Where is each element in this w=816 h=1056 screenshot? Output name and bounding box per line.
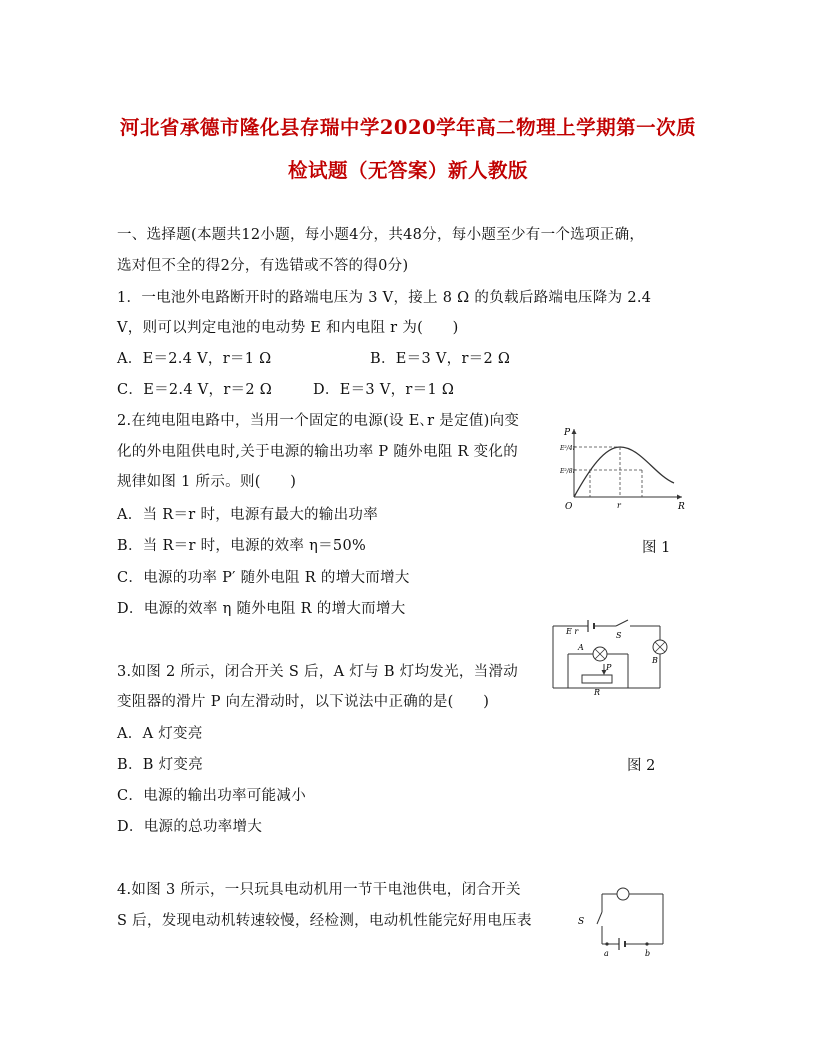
q3-option-d: D．电源的总功率增大 xyxy=(117,819,263,835)
graph-y-tick-mid: E²/8r xyxy=(560,468,576,475)
point-a-label: a xyxy=(604,949,609,957)
section-instructions-line-1: 一、选择题(本题共12小题，每小题4分，共48分，每小题至少有一个选项正确， xyxy=(117,227,645,243)
figure-2-circuit xyxy=(548,618,683,696)
q2-option-b: B．当 R＝r 时，电源的效率 η＝50% xyxy=(117,538,367,554)
q3-option-b: B．B 灯变亮 xyxy=(117,757,204,773)
lamp-b-label: B xyxy=(652,656,658,665)
q3-stem-line-1: 3.如图 2 所示，闭合开关 S 后，A 灯与 B 灯均发光，当滑动 xyxy=(117,664,519,680)
q1-option-b: B．E＝3 V，r＝2 Ω xyxy=(370,351,511,367)
figure-1-power-graph xyxy=(560,423,690,513)
lamp-a-label: A xyxy=(578,643,584,652)
rheostat-label: R xyxy=(594,688,601,696)
section-instructions-line-2: 选对但不全的得2分，有选错或不答的得0分) xyxy=(117,258,409,274)
q2-stem-line-1: 2.在纯电阻电路中，当用一个固定的电源(设 E､r 是定值)向变 xyxy=(117,413,520,429)
graph-origin-label: O xyxy=(565,502,573,512)
page-title-line-2: 检试题（无答案）新人教版 xyxy=(287,159,528,182)
graph-y-axis-label: P xyxy=(564,428,571,438)
q2-option-a: A．当 R＝r 时，电源有最大的输出功率 xyxy=(117,507,379,523)
graph-x-tick-r: r xyxy=(617,501,621,510)
switch-s-label-fig3: S xyxy=(578,917,585,927)
q2-option-d: D．电源的效率 η 随外电阻 R 的增大而增大 xyxy=(117,601,406,617)
q1-stem-line-1: 1．一电池外电路断开时的路端电压为 3 V，接上 8 Ω 的负载后路端电压降为 2.4 xyxy=(117,290,652,306)
q2-stem-line-2: 化的外电阻供电时,关于电源的输出功率 P 随外电阻 R 变化的 xyxy=(117,444,519,460)
q3-stem-line-2: 变阻器的滑片 P 向左滑动时，以下说法中正确的是( ) xyxy=(117,694,490,710)
q1-option-a: A．E＝2.4 V，r＝1 Ω xyxy=(117,351,272,367)
switch-s-label: S xyxy=(616,631,622,640)
q3-option-a: A．A 灯变亮 xyxy=(117,726,203,742)
graph-x-axis-label: R xyxy=(678,502,685,512)
q2-option-c: C．电源的功率 P′ 随外电阻 R 的增大而增大 xyxy=(117,570,410,586)
page-title-line-1: 河北省承德市隆化县存瑞中学2020学年高二物理上学期第一次质 xyxy=(119,116,697,139)
slider-p-label: P xyxy=(606,663,612,672)
q4-stem-line-1: 4.如图 3 所示，一只玩具电动机用一节干电池供电，闭合开关 xyxy=(117,882,521,898)
q2-stem-line-3: 规律如图 1 所示。则( ) xyxy=(117,474,297,490)
q1-option-d: D．E＝3 V，r＝1 Ω xyxy=(313,382,455,398)
graph-y-tick-top: E²/4r xyxy=(560,445,576,452)
q3-option-c: C．电源的输出功率可能减小 xyxy=(117,788,306,804)
figure-1-label: 图 1 xyxy=(642,540,671,556)
point-b-label: b xyxy=(645,949,651,957)
battery-label: E r xyxy=(566,627,579,636)
q1-option-c: C．E＝2.4 V，r＝2 Ω xyxy=(117,382,273,398)
figure-3-circuit xyxy=(575,882,675,957)
figure-2-label: 图 2 xyxy=(627,758,656,774)
q1-stem-line-2: V，则可以判定电池的电动势 E 和内电阻 r 为( ) xyxy=(117,320,459,336)
q4-stem-line-2: S 后，发现电动机转速较慢，经检测，电动机性能完好用电压表 xyxy=(117,913,532,929)
